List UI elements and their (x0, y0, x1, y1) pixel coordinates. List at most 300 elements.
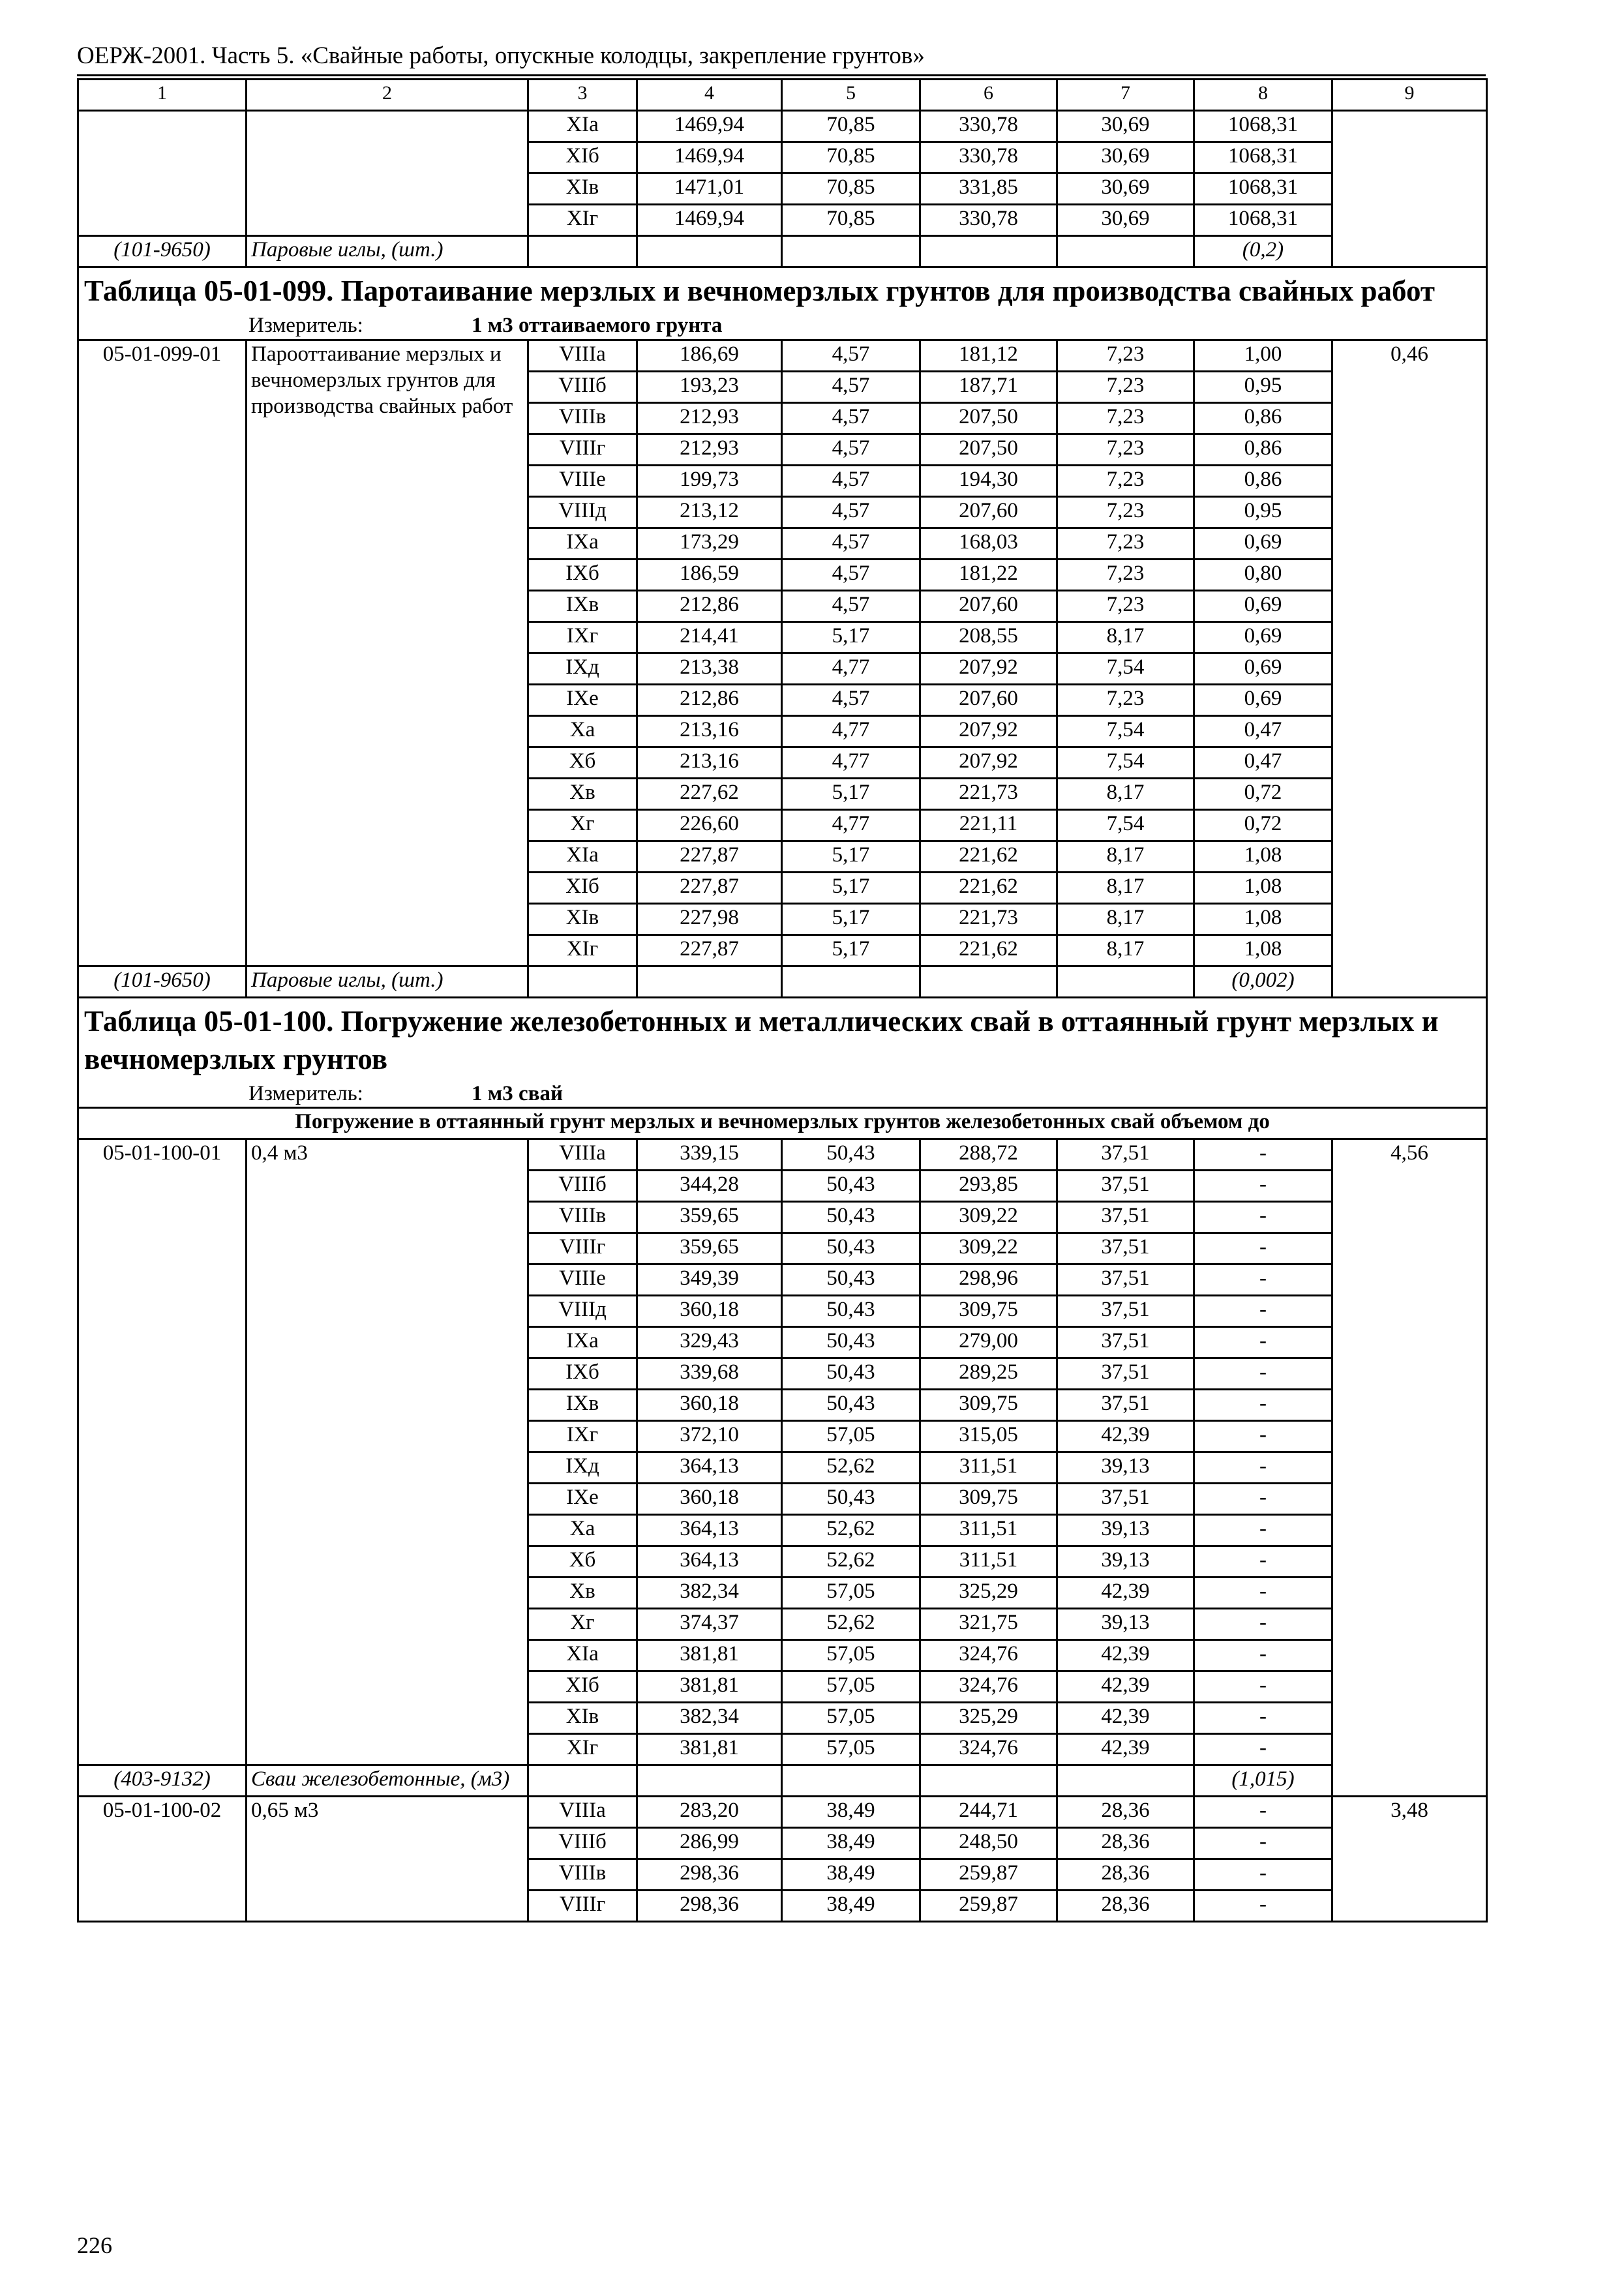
wages: 5,17 (782, 903, 920, 935)
machinist-wages: 8,17 (1057, 935, 1194, 966)
row-class: IXб (528, 1358, 637, 1390)
total-cost: 214,41 (637, 621, 782, 653)
table-row (78, 1797, 1487, 1828)
col9-value: 3,48 (1332, 1797, 1487, 1922)
wages: 70,85 (782, 205, 920, 236)
total-cost: 364,13 (637, 1546, 782, 1578)
machinist-wages: 37,51 (1057, 1202, 1194, 1233)
total-cost: 227,87 (637, 872, 782, 903)
machine-cost: 259,87 (920, 1859, 1057, 1891)
materials: 1,08 (1194, 903, 1332, 935)
total-cost: 1469,94 (637, 111, 782, 142)
row-class: IXв (528, 590, 637, 621)
materials: 0,69 (1194, 528, 1332, 559)
wages: 70,85 (782, 111, 920, 142)
machinist-wages: 28,36 (1057, 1797, 1194, 1828)
resource-qty: (0,2) (1194, 236, 1332, 267)
wages: 57,05 (782, 1703, 920, 1734)
machinist-wages: 39,13 (1057, 1515, 1194, 1546)
total-cost: 213,12 (637, 496, 782, 528)
total-cost: 1469,94 (637, 142, 782, 173)
total-cost: 212,86 (637, 684, 782, 715)
materials: - (1194, 1390, 1332, 1421)
machinist-wages: 37,51 (1057, 1139, 1194, 1171)
total-cost: 382,34 (637, 1578, 782, 1609)
wages: 4,57 (782, 684, 920, 715)
machinist-wages: 39,13 (1057, 1452, 1194, 1484)
empty-cell (782, 236, 920, 267)
materials: 0,69 (1194, 653, 1332, 684)
empty-cell (637, 966, 782, 997)
materials: 1068,31 (1194, 142, 1332, 173)
row-class: XIг (528, 935, 637, 966)
machinist-wages: 7,54 (1057, 747, 1194, 778)
col9-value: 4,56 (1332, 1139, 1487, 1797)
materials: - (1194, 1640, 1332, 1671)
row-class: VIIIв (528, 1202, 637, 1233)
resource-row (78, 966, 1487, 997)
col9-value: 0,46 (1332, 340, 1487, 997)
row-class: VIIIв (528, 1859, 637, 1891)
total-cost: 227,62 (637, 778, 782, 809)
wages: 4,57 (782, 371, 920, 402)
machinist-wages: 7,23 (1057, 496, 1194, 528)
materials: 0,95 (1194, 496, 1332, 528)
total-cost: 381,81 (637, 1671, 782, 1703)
machine-cost: 207,92 (920, 715, 1057, 747)
machine-cost: 208,55 (920, 621, 1057, 653)
row-class: Xв (528, 1578, 637, 1609)
unit-line (78, 1081, 1487, 1108)
row-class: Xг (528, 1609, 637, 1640)
unit-value: 1 м3 оттаиваемого грунта (472, 314, 723, 337)
empty-cell (1057, 236, 1194, 267)
row-class: IXa (528, 1327, 637, 1358)
empty-cell (920, 966, 1057, 997)
column-number: 4 (637, 80, 782, 111)
machine-cost: 309,75 (920, 1296, 1057, 1327)
total-cost: 364,13 (637, 1452, 782, 1484)
total-cost: 213,16 (637, 747, 782, 778)
materials: 0,72 (1194, 809, 1332, 841)
unit-label: Измеритель: (248, 1081, 363, 1105)
wages: 50,43 (782, 1233, 920, 1264)
materials: - (1194, 1671, 1332, 1703)
table-row (78, 1139, 1487, 1171)
total-cost: 360,18 (637, 1390, 782, 1421)
row-class: XIг (528, 1734, 637, 1765)
row-class: IXд (528, 1452, 637, 1484)
unit-row (78, 312, 1487, 340)
wages: 50,43 (782, 1484, 920, 1515)
total-cost: 212,93 (637, 434, 782, 465)
machinist-wages: 37,51 (1057, 1264, 1194, 1296)
materials: 0,47 (1194, 747, 1332, 778)
total-cost: 227,98 (637, 903, 782, 935)
materials: - (1194, 1578, 1332, 1609)
table-title-row (78, 997, 1487, 1081)
machinist-wages: 8,17 (1057, 778, 1194, 809)
group-heading: Погружение в оттаянный грунт мерзлых и вечномерзлых грунтов железобетонных свай объемом до (78, 1108, 1487, 1139)
machine-cost: 221,62 (920, 935, 1057, 966)
materials: 1,08 (1194, 872, 1332, 903)
materials: - (1194, 1891, 1332, 1922)
item-code: 05-01-100-02 (78, 1797, 247, 1922)
page-number: 226 (77, 2232, 112, 2258)
empty-cell (782, 1765, 920, 1797)
materials: - (1194, 1515, 1332, 1546)
wages: 50,43 (782, 1264, 920, 1296)
machinist-wages: 7,23 (1057, 434, 1194, 465)
materials: - (1194, 1546, 1332, 1578)
column-number: 6 (920, 80, 1057, 111)
total-cost: 227,87 (637, 935, 782, 966)
column-number: 1 (78, 80, 247, 111)
machine-cost: 331,85 (920, 173, 1057, 205)
machinist-wages: 28,36 (1057, 1859, 1194, 1891)
wages: 4,57 (782, 465, 920, 496)
item-name: 0,65 м3 (247, 1797, 528, 1922)
total-cost: 226,60 (637, 809, 782, 841)
item-name: Парооттаивание мерзлых и вечномерзлых грунтов для производства свайных работ (247, 340, 528, 966)
machine-cost: 311,51 (920, 1452, 1057, 1484)
item-name (247, 111, 528, 236)
total-cost: 1471,01 (637, 173, 782, 205)
column-number: 3 (528, 80, 637, 111)
materials: 0,47 (1194, 715, 1332, 747)
wages: 52,62 (782, 1609, 920, 1640)
row-class: VIIIг (528, 434, 637, 465)
column-number: 5 (782, 80, 920, 111)
empty-cell (637, 1765, 782, 1797)
total-cost: 360,18 (637, 1296, 782, 1327)
row-class: VIIIa (528, 340, 637, 371)
materials: 0,80 (1194, 559, 1332, 590)
wages: 38,49 (782, 1859, 920, 1891)
materials: - (1194, 1452, 1332, 1484)
machine-cost: 181,22 (920, 559, 1057, 590)
machine-cost: 289,25 (920, 1358, 1057, 1390)
row-class: IXг (528, 621, 637, 653)
total-cost: 212,86 (637, 590, 782, 621)
row-class: IXa (528, 528, 637, 559)
wages: 4,57 (782, 340, 920, 371)
total-cost: 213,38 (637, 653, 782, 684)
machine-cost: 248,50 (920, 1828, 1057, 1859)
resource-code: (403-9132) (78, 1765, 247, 1797)
wages: 70,85 (782, 142, 920, 173)
total-cost: 381,81 (637, 1734, 782, 1765)
header-rule (77, 74, 1486, 76)
total-cost: 283,20 (637, 1797, 782, 1828)
row-class: Xг (528, 809, 637, 841)
machinist-wages: 30,69 (1057, 111, 1194, 142)
machine-cost: 168,03 (920, 528, 1057, 559)
row-class: IXб (528, 559, 637, 590)
machine-cost: 221,62 (920, 841, 1057, 872)
materials: - (1194, 1828, 1332, 1859)
total-cost: 339,15 (637, 1139, 782, 1171)
machinist-wages: 42,39 (1057, 1421, 1194, 1452)
materials: - (1194, 1358, 1332, 1390)
machinist-wages: 7,54 (1057, 715, 1194, 747)
machine-cost: 330,78 (920, 142, 1057, 173)
wages: 4,57 (782, 559, 920, 590)
machine-cost: 207,92 (920, 653, 1057, 684)
row-class: XIв (528, 173, 637, 205)
row-class: IXe (528, 684, 637, 715)
machine-cost: 221,62 (920, 872, 1057, 903)
machine-cost: 207,50 (920, 434, 1057, 465)
column-number: 9 (1332, 80, 1487, 111)
machinist-wages: 37,51 (1057, 1233, 1194, 1264)
machine-cost: 324,76 (920, 1640, 1057, 1671)
total-cost: 1469,94 (637, 205, 782, 236)
wages: 4,57 (782, 402, 920, 434)
machine-cost: 207,50 (920, 402, 1057, 434)
resource-name: Паровые иглы, (шт.) (247, 236, 528, 267)
row-class: IXд (528, 653, 637, 684)
total-cost: 359,65 (637, 1202, 782, 1233)
machine-cost: 309,22 (920, 1233, 1057, 1264)
table-row (78, 111, 1487, 142)
materials: - (1194, 1797, 1332, 1828)
total-cost: 364,13 (637, 1515, 782, 1546)
unit-value: 1 м3 свай (472, 1081, 563, 1105)
row-class: XIг (528, 205, 637, 236)
wages: 38,49 (782, 1828, 920, 1859)
machinist-wages: 37,51 (1057, 1327, 1194, 1358)
resource-row (78, 236, 1487, 267)
wages: 57,05 (782, 1578, 920, 1609)
total-cost: 212,93 (637, 402, 782, 434)
machine-cost: 324,76 (920, 1671, 1057, 1703)
machinist-wages: 8,17 (1057, 903, 1194, 935)
machinist-wages: 37,51 (1057, 1358, 1194, 1390)
machine-cost: 259,87 (920, 1891, 1057, 1922)
wages: 57,05 (782, 1671, 920, 1703)
row-class: VIIIa (528, 1797, 637, 1828)
resource-name: Сваи железобетонные, (м3) (247, 1765, 528, 1797)
unit-line (78, 312, 1487, 340)
materials: 1068,31 (1194, 173, 1332, 205)
total-cost: 186,59 (637, 559, 782, 590)
materials: 0,72 (1194, 778, 1332, 809)
empty-cell (782, 966, 920, 997)
machinist-wages: 37,51 (1057, 1390, 1194, 1421)
row-class: Xв (528, 778, 637, 809)
machinist-wages: 42,39 (1057, 1578, 1194, 1609)
machinist-wages: 42,39 (1057, 1671, 1194, 1703)
row-class: VIIIб (528, 1828, 637, 1859)
materials: 0,86 (1194, 434, 1332, 465)
row-class: Xб (528, 1546, 637, 1578)
materials: - (1194, 1233, 1332, 1264)
materials: 1,00 (1194, 340, 1332, 371)
row-class: IXв (528, 1390, 637, 1421)
materials: - (1194, 1484, 1332, 1515)
machine-cost: 221,73 (920, 903, 1057, 935)
materials: 1068,31 (1194, 205, 1332, 236)
machine-cost: 207,60 (920, 684, 1057, 715)
table-row (78, 340, 1487, 371)
machinist-wages: 28,36 (1057, 1828, 1194, 1859)
total-cost: 186,69 (637, 340, 782, 371)
machine-cost: 315,05 (920, 1421, 1057, 1452)
row-class: VIIIг (528, 1891, 637, 1922)
machinist-wages: 39,13 (1057, 1546, 1194, 1578)
materials: 1,08 (1194, 935, 1332, 966)
wages: 5,17 (782, 621, 920, 653)
row-class: VIIIд (528, 1296, 637, 1327)
machine-cost: 194,30 (920, 465, 1057, 496)
materials: 1,08 (1194, 841, 1332, 872)
wages: 50,43 (782, 1358, 920, 1390)
row-class: Xб (528, 747, 637, 778)
empty-cell (528, 236, 637, 267)
empty-cell (528, 966, 637, 997)
total-cost: 173,29 (637, 528, 782, 559)
empty-cell (920, 1765, 1057, 1797)
wages: 4,77 (782, 715, 920, 747)
total-cost: 339,68 (637, 1358, 782, 1390)
row-class: Xa (528, 715, 637, 747)
row-class: XIa (528, 111, 637, 142)
total-cost: 344,28 (637, 1171, 782, 1202)
machine-cost: 309,75 (920, 1484, 1057, 1515)
machinist-wages: 7,23 (1057, 559, 1194, 590)
total-cost: 199,73 (637, 465, 782, 496)
materials: 0,86 (1194, 465, 1332, 496)
machine-cost: 325,29 (920, 1578, 1057, 1609)
machinist-wages: 7,23 (1057, 340, 1194, 371)
wages: 50,43 (782, 1296, 920, 1327)
machinist-wages: 37,51 (1057, 1484, 1194, 1515)
wages: 50,43 (782, 1202, 920, 1233)
materials: - (1194, 1296, 1332, 1327)
total-cost: 286,99 (637, 1828, 782, 1859)
machine-cost: 293,85 (920, 1171, 1057, 1202)
empty-cell (1057, 1765, 1194, 1797)
total-cost: 360,18 (637, 1484, 782, 1515)
machinist-wages: 7,23 (1057, 371, 1194, 402)
wages: 50,43 (782, 1390, 920, 1421)
row-class: VIIIг (528, 1233, 637, 1264)
wages: 38,49 (782, 1891, 920, 1922)
row-class: VIIIб (528, 371, 637, 402)
column-number: 2 (247, 80, 528, 111)
resource-code: (101-9650) (78, 966, 247, 997)
wages: 38,49 (782, 1797, 920, 1828)
wages: 50,43 (782, 1327, 920, 1358)
machinist-wages: 28,36 (1057, 1891, 1194, 1922)
total-cost: 349,39 (637, 1264, 782, 1296)
materials: - (1194, 1327, 1332, 1358)
wages: 57,05 (782, 1421, 920, 1452)
row-class: XIв (528, 1703, 637, 1734)
materials: - (1194, 1171, 1332, 1202)
row-class: VIIIб (528, 1171, 637, 1202)
machinist-wages: 37,51 (1057, 1171, 1194, 1202)
wages: 52,62 (782, 1546, 920, 1578)
resource-code: (101-9650) (78, 236, 247, 267)
row-class: VIIIв (528, 402, 637, 434)
machinist-wages: 7,54 (1057, 653, 1194, 684)
row-class: XIa (528, 1640, 637, 1671)
total-cost: 374,37 (637, 1609, 782, 1640)
row-class: VIIIe (528, 1264, 637, 1296)
machine-cost: 279,00 (920, 1327, 1057, 1358)
machine-cost: 187,71 (920, 371, 1057, 402)
column-number-row (78, 80, 1487, 111)
materials: 0,95 (1194, 371, 1332, 402)
total-cost: 329,43 (637, 1327, 782, 1358)
machine-cost: 311,51 (920, 1515, 1057, 1546)
unit-row (78, 1081, 1487, 1108)
machinist-wages: 8,17 (1057, 621, 1194, 653)
table-title: Таблица 05-01-099. Паротаивание мерзлых и вечномерзлых грунтов для производства свайных работ (78, 267, 1487, 313)
machinist-wages: 7,23 (1057, 684, 1194, 715)
wages: 52,62 (782, 1515, 920, 1546)
wages: 4,77 (782, 809, 920, 841)
machine-cost: 221,11 (920, 809, 1057, 841)
total-cost: 298,36 (637, 1891, 782, 1922)
col9-value (1332, 111, 1487, 267)
machinist-wages: 42,39 (1057, 1640, 1194, 1671)
wages: 5,17 (782, 778, 920, 809)
rates-table (77, 78, 1488, 1922)
running-title: ОЕРЖ-2001. Часть 5. «Свайные работы, опускные колодцы, закрепление грунтов» (77, 42, 925, 69)
row-class: IXe (528, 1484, 637, 1515)
machine-cost: 321,75 (920, 1609, 1057, 1640)
wages: 5,17 (782, 935, 920, 966)
machine-cost: 288,72 (920, 1139, 1057, 1171)
total-cost: 227,87 (637, 841, 782, 872)
machinist-wages: 30,69 (1057, 142, 1194, 173)
materials: - (1194, 1734, 1332, 1765)
empty-cell (637, 236, 782, 267)
materials: - (1194, 1859, 1332, 1891)
wages: 70,85 (782, 173, 920, 205)
materials: - (1194, 1264, 1332, 1296)
materials: 0,69 (1194, 621, 1332, 653)
wages: 57,05 (782, 1640, 920, 1671)
machinist-wages: 7,23 (1057, 402, 1194, 434)
column-number: 8 (1194, 80, 1332, 111)
wages: 4,57 (782, 496, 920, 528)
machinist-wages: 42,39 (1057, 1734, 1194, 1765)
wages: 57,05 (782, 1734, 920, 1765)
resource-name: Паровые иглы, (шт.) (247, 966, 528, 997)
page-header (77, 40, 1486, 80)
machinist-wages: 7,54 (1057, 809, 1194, 841)
materials: - (1194, 1703, 1332, 1734)
row-class: XIб (528, 1671, 637, 1703)
machine-cost: 181,12 (920, 340, 1057, 371)
machine-cost: 309,22 (920, 1202, 1057, 1233)
machinist-wages: 30,69 (1057, 173, 1194, 205)
machinist-wages: 7,23 (1057, 528, 1194, 559)
row-class: XIa (528, 841, 637, 872)
total-cost: 381,81 (637, 1640, 782, 1671)
materials: 1068,31 (1194, 111, 1332, 142)
total-cost: 382,34 (637, 1703, 782, 1734)
row-class: XIв (528, 903, 637, 935)
group-row (78, 1108, 1487, 1139)
table-title: Таблица 05-01-100. Погружение железобетонных и металлических свай в оттаянный грунт мерзлых и вечномерзлых грунтов (78, 997, 1487, 1081)
resource-qty: (1,015) (1194, 1765, 1332, 1797)
machinist-wages: 37,51 (1057, 1296, 1194, 1327)
